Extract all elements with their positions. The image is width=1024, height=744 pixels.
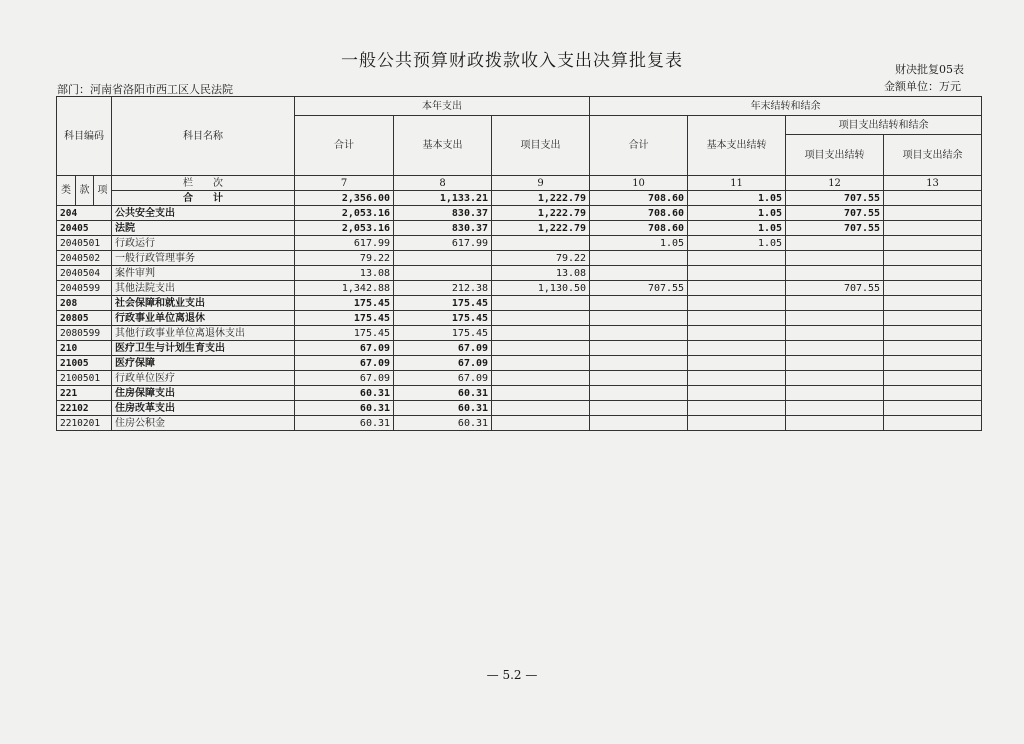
subject-code-cell: 2210201 — [57, 416, 112, 431]
table-row — [57, 236, 982, 251]
amount-cell — [492, 311, 590, 326]
amount-cell — [884, 326, 982, 341]
project-carryover-header: 项目支出结转和结余 — [786, 116, 982, 135]
basic-carry-header: 基本支出结转 — [688, 116, 786, 176]
subject-name-cell: 住房改革支出 — [112, 401, 295, 416]
amount-cell — [786, 251, 884, 266]
amount-cell — [884, 356, 982, 371]
amount-cell — [492, 326, 590, 341]
amount-cell — [590, 386, 688, 401]
amount-cell: 175.45 — [394, 311, 492, 326]
amount-cell: 2,053.16 — [295, 206, 394, 221]
amount-cell: 707.55 — [786, 221, 884, 236]
amount-cell: 175.45 — [394, 326, 492, 341]
amount-cell — [884, 371, 982, 386]
amount-cell: 175.45 — [394, 296, 492, 311]
subject-name-cell: 一般行政管理事务 — [112, 251, 295, 266]
subject-code-cell: 204 — [57, 206, 112, 221]
amount-cell: 1.05 — [688, 206, 786, 221]
amount-cell — [492, 386, 590, 401]
year-end-total-header: 合计 — [590, 116, 688, 176]
grand-total-cell: 707.55 — [786, 191, 884, 206]
amount-cell: 60.31 — [394, 386, 492, 401]
table-row — [57, 266, 982, 281]
subject-name-cell: 其他行政事业单位离退休支出 — [112, 326, 295, 341]
amount-cell — [688, 356, 786, 371]
subject-name-cell: 医疗卫生与计划生育支出 — [112, 341, 295, 356]
table-row — [57, 371, 982, 386]
amount-cell: 830.37 — [394, 221, 492, 236]
table-row — [57, 311, 982, 326]
amount-cell: 13.08 — [295, 266, 394, 281]
amount-cell — [786, 341, 884, 356]
amount-cell: 1.05 — [590, 236, 688, 251]
amount-cell — [688, 281, 786, 296]
amount-cell — [492, 236, 590, 251]
grand-total-cell: 1,222.79 — [492, 191, 590, 206]
table-body — [57, 206, 982, 431]
project-header: 项目支出 — [492, 116, 590, 176]
subject-name-cell: 其他法院支出 — [112, 281, 295, 296]
amount-cell: 617.99 — [295, 236, 394, 251]
subject-code-cell: 2040502 — [57, 251, 112, 266]
subject-code-cell: 208 — [57, 296, 112, 311]
amount-cell — [492, 416, 590, 431]
column-index-label: 栏 次 — [112, 176, 295, 191]
amount-cell: 707.55 — [786, 281, 884, 296]
page-number: — 5.2 — — [486, 668, 538, 682]
amount-cell: 60.31 — [394, 416, 492, 431]
amount-cell: 60.31 — [295, 401, 394, 416]
amount-cell: 1,130.50 — [492, 281, 590, 296]
table-row — [57, 401, 982, 416]
amount-cell — [786, 266, 884, 281]
project-balance-header: 项目支出结余 — [884, 135, 982, 176]
amount-cell — [688, 401, 786, 416]
table-row — [57, 281, 982, 296]
grand-total-cell — [884, 191, 982, 206]
amount-cell: 1,222.79 — [492, 206, 590, 221]
basic-header: 基本支出 — [394, 116, 492, 176]
col-num: 7 — [295, 176, 394, 191]
subject-code-cell: 20405 — [57, 221, 112, 236]
subject-code-header: 科目编码 — [57, 97, 112, 176]
subject-code-cell: 2080599 — [57, 326, 112, 341]
grand-total-cell: 708.60 — [590, 191, 688, 206]
amount-cell: 1,222.79 — [492, 221, 590, 236]
amount-cell — [492, 296, 590, 311]
table-row — [57, 356, 982, 371]
subject-code-cell: 210 — [57, 341, 112, 356]
subject-name-cell: 社会保障和就业支出 — [112, 296, 295, 311]
department-label: 部门：河南省洛阳市西工区人民法院 — [57, 83, 233, 96]
amount-cell — [786, 296, 884, 311]
amount-cell: 1,342.88 — [295, 281, 394, 296]
table-row — [57, 416, 982, 431]
amount-cell — [590, 311, 688, 326]
amount-cell — [688, 386, 786, 401]
table-row — [57, 221, 982, 236]
amount-cell — [786, 416, 884, 431]
lei-header: 类 — [57, 176, 76, 206]
amount-cell — [394, 266, 492, 281]
table-row — [57, 386, 982, 401]
amount-cell — [688, 251, 786, 266]
kuan-header: 款 — [76, 176, 94, 206]
amount-cell — [590, 356, 688, 371]
amount-cell — [688, 416, 786, 431]
amount-cell — [590, 326, 688, 341]
amount-cell — [492, 371, 590, 386]
form-code: 财决批复05表 — [895, 63, 964, 76]
amount-cell — [688, 341, 786, 356]
amount-cell — [884, 266, 982, 281]
subject-code-cell: 22102 — [57, 401, 112, 416]
col-num: 12 — [786, 176, 884, 191]
col-num: 9 — [492, 176, 590, 191]
amount-cell — [688, 311, 786, 326]
amount-cell — [688, 296, 786, 311]
amount-cell: 175.45 — [295, 326, 394, 341]
xiang-header: 项 — [94, 176, 112, 206]
amount-cell — [590, 416, 688, 431]
table-row — [57, 341, 982, 356]
col-num: 13 — [884, 176, 982, 191]
amount-cell: 67.09 — [394, 341, 492, 356]
amount-cell — [786, 371, 884, 386]
amount-cell: 60.31 — [295, 416, 394, 431]
subject-code-cell: 2100501 — [57, 371, 112, 386]
amount-cell — [492, 341, 590, 356]
amount-cell — [884, 311, 982, 326]
amount-cell: 67.09 — [295, 356, 394, 371]
amount-cell: 175.45 — [295, 296, 394, 311]
amount-cell — [786, 401, 884, 416]
amount-cell — [688, 326, 786, 341]
amount-cell: 2,053.16 — [295, 221, 394, 236]
amount-cell — [884, 401, 982, 416]
amount-cell — [884, 341, 982, 356]
subject-name-cell: 住房公积金 — [112, 416, 295, 431]
grand-total-label: 合 计 — [112, 191, 295, 206]
current-year-header: 本年支出 — [295, 97, 590, 116]
amount-cell: 707.55 — [786, 206, 884, 221]
amount-unit: 金额单位：万元 — [884, 80, 961, 93]
subject-code-cell: 2040501 — [57, 236, 112, 251]
amount-cell — [590, 371, 688, 386]
amount-cell — [590, 401, 688, 416]
amount-cell — [492, 356, 590, 371]
amount-cell — [884, 236, 982, 251]
amount-cell: 1.05 — [688, 221, 786, 236]
grand-total-cell: 1,133.21 — [394, 191, 492, 206]
col-num: 8 — [394, 176, 492, 191]
amount-cell — [786, 326, 884, 341]
amount-cell: 67.09 — [394, 356, 492, 371]
amount-cell: 1.05 — [688, 236, 786, 251]
amount-cell: 175.45 — [295, 311, 394, 326]
amount-cell — [884, 296, 982, 311]
amount-cell — [884, 416, 982, 431]
amount-cell — [688, 371, 786, 386]
col-num: 11 — [688, 176, 786, 191]
amount-cell: 830.37 — [394, 206, 492, 221]
grand-total-cell: 1.05 — [688, 191, 786, 206]
amount-cell: 13.08 — [492, 266, 590, 281]
amount-cell: 708.60 — [590, 221, 688, 236]
subject-name-cell: 行政运行 — [112, 236, 295, 251]
amount-cell: 67.09 — [394, 371, 492, 386]
subject-name-cell: 医疗保障 — [112, 356, 295, 371]
amount-cell — [786, 386, 884, 401]
amount-cell — [884, 221, 982, 236]
grand-total-cell: 2,356.00 — [295, 191, 394, 206]
document-title: 一般公共预算财政拨款收入支出决算批复表 — [341, 51, 683, 71]
year-end-header: 年末结转和结余 — [590, 97, 982, 116]
amount-cell — [884, 281, 982, 296]
amount-cell: 79.22 — [295, 251, 394, 266]
subject-name-header: 科目名称 — [112, 97, 295, 176]
project-carry-header: 项目支出结转 — [786, 135, 884, 176]
subject-name-cell: 行政单位医疗 — [112, 371, 295, 386]
subject-name-cell: 住房保障支出 — [112, 386, 295, 401]
amount-cell — [590, 251, 688, 266]
amount-cell — [590, 341, 688, 356]
table-row — [57, 251, 982, 266]
amount-cell — [590, 266, 688, 281]
amount-cell — [590, 296, 688, 311]
amount-cell: 67.09 — [295, 341, 394, 356]
amount-cell: 60.31 — [394, 401, 492, 416]
amount-cell — [786, 356, 884, 371]
amount-cell — [492, 401, 590, 416]
subject-name-cell: 案件审判 — [112, 266, 295, 281]
amount-cell — [884, 386, 982, 401]
budget-table — [56, 96, 982, 431]
amount-cell — [884, 251, 982, 266]
table-row — [57, 206, 982, 221]
total-header: 合计 — [295, 116, 394, 176]
amount-cell: 708.60 — [590, 206, 688, 221]
amount-cell: 707.55 — [590, 281, 688, 296]
amount-cell — [786, 236, 884, 251]
amount-cell — [884, 206, 982, 221]
subject-code-cell: 221 — [57, 386, 112, 401]
amount-cell: 79.22 — [492, 251, 590, 266]
table-row — [57, 326, 982, 341]
amount-cell — [786, 311, 884, 326]
subject-code-cell: 2040504 — [57, 266, 112, 281]
amount-cell: 67.09 — [295, 371, 394, 386]
table-row — [57, 296, 982, 311]
amount-cell: 60.31 — [295, 386, 394, 401]
subject-name-cell: 公共安全支出 — [112, 206, 295, 221]
subject-code-cell: 2040599 — [57, 281, 112, 296]
subject-code-cell: 21005 — [57, 356, 112, 371]
amount-cell: 617.99 — [394, 236, 492, 251]
amount-cell: 212.38 — [394, 281, 492, 296]
col-num: 10 — [590, 176, 688, 191]
amount-cell — [394, 251, 492, 266]
amount-cell — [688, 266, 786, 281]
subject-name-cell: 行政事业单位离退休 — [112, 311, 295, 326]
subject-name-cell: 法院 — [112, 221, 295, 236]
subject-code-cell: 20805 — [57, 311, 112, 326]
